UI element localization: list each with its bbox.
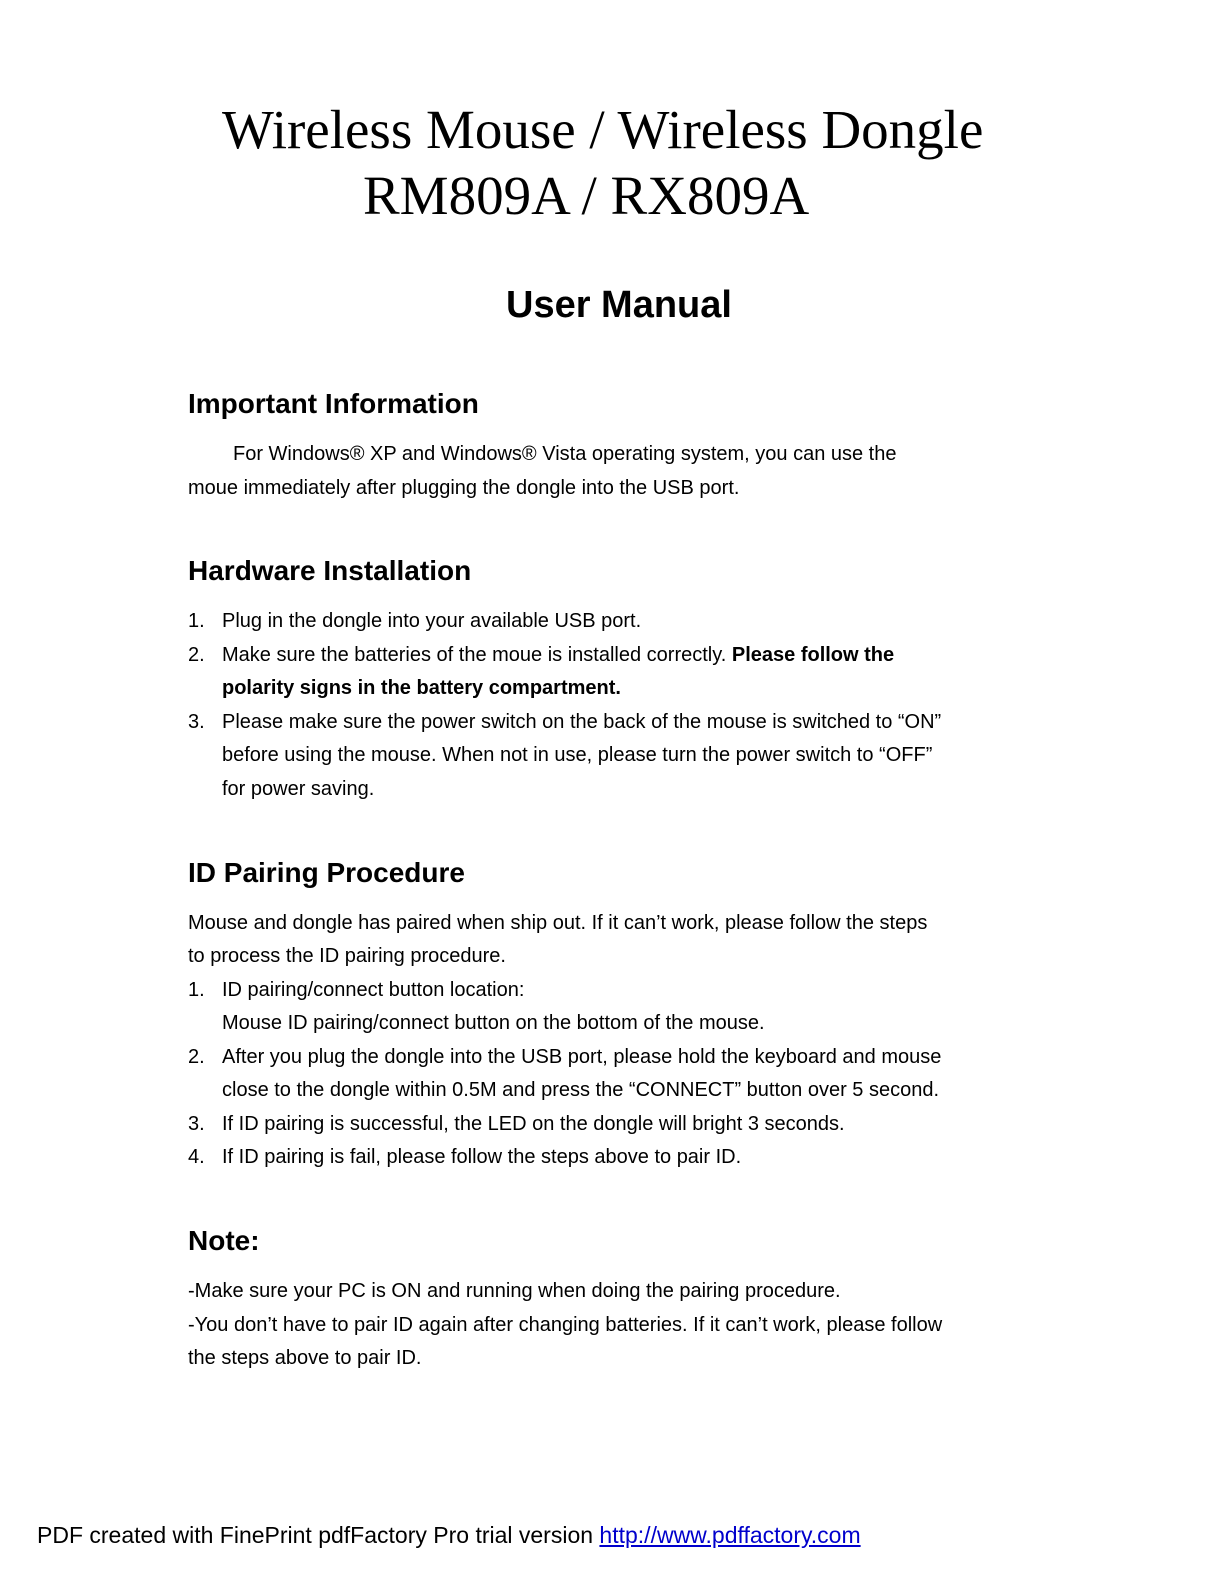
list-number: 3. bbox=[188, 711, 205, 733]
subtitle: User Manual bbox=[506, 284, 732, 326]
list-text-bold: polarity signs in the battery compartment. bbox=[222, 677, 621, 699]
list-text: Plug in the dongle into your available USB port. bbox=[222, 610, 642, 632]
list-text: ID pairing/connect button location: bbox=[222, 979, 525, 1001]
paragraph-line: to process the ID pairing procedure. bbox=[188, 945, 506, 967]
paragraph-line: moue immediately after plugging the dongle into the USB port. bbox=[188, 477, 740, 499]
title-line-1: Wireless Mouse / Wireless Dongle bbox=[222, 99, 984, 160]
paragraph-line: -You don’t have to pair ID again after changing batteries. If it can’t work, please follow bbox=[188, 1314, 943, 1336]
list-text: before using the mouse. When not in use, please turn the power switch to “OFF” bbox=[222, 744, 933, 766]
list-text: for power saving. bbox=[222, 778, 375, 800]
paragraph-line: For Windows® XP and Windows® Vista operating system, you can use the bbox=[233, 443, 897, 465]
heading-important-information: Important Information bbox=[188, 388, 479, 419]
title-line-2: RM809A / RX809A bbox=[363, 165, 810, 226]
list-number: 2. bbox=[188, 644, 205, 666]
list-number: 1. bbox=[188, 979, 205, 1001]
list-number: 3. bbox=[188, 1113, 205, 1135]
heading-note: Note: bbox=[188, 1225, 260, 1256]
footer-text: PDF created with FinePrint pdfFactory Pro trial version bbox=[37, 1522, 600, 1548]
heading-id-pairing-procedure: ID Pairing Procedure bbox=[188, 857, 465, 888]
heading-hardware-installation: Hardware Installation bbox=[188, 555, 472, 586]
list-number: 2. bbox=[188, 1046, 205, 1068]
list-text-bold: Please follow the bbox=[731, 644, 895, 666]
paragraph-line: the steps above to pair ID. bbox=[188, 1347, 422, 1369]
paragraph-line: Mouse and dongle has paired when ship out. If it can’t work, please follow the steps bbox=[188, 912, 928, 934]
list-text: Mouse ID pairing/connect button on the bottom of the mouse. bbox=[222, 1012, 765, 1034]
paragraph-line: -Make sure your PC is ON and running when doing the pairing procedure. bbox=[188, 1280, 841, 1302]
list-number: 4. bbox=[188, 1146, 205, 1168]
footer bbox=[37, 1521, 861, 1549]
list-text: Please make sure the power switch on the back of the mouse is switched to “ON” bbox=[222, 711, 942, 733]
list-text: If ID pairing is fail, please follow the steps above to pair ID. bbox=[222, 1146, 742, 1168]
list-text: If ID pairing is successful, the LED on the dongle will bright 3 seconds. bbox=[222, 1113, 845, 1135]
list-text: After you plug the dongle into the USB port, please hold the keyboard and mouse bbox=[222, 1046, 942, 1068]
list-text: Make sure the batteries of the moue is installed correctly. bbox=[222, 644, 732, 666]
footer-link[interactable]: http://www.pdffactory.com bbox=[599, 1522, 861, 1548]
list-number: 1. bbox=[188, 610, 205, 632]
list-text: close to the dongle within 0.5M and press the “CONNECT” button over 5 second. bbox=[222, 1079, 940, 1101]
